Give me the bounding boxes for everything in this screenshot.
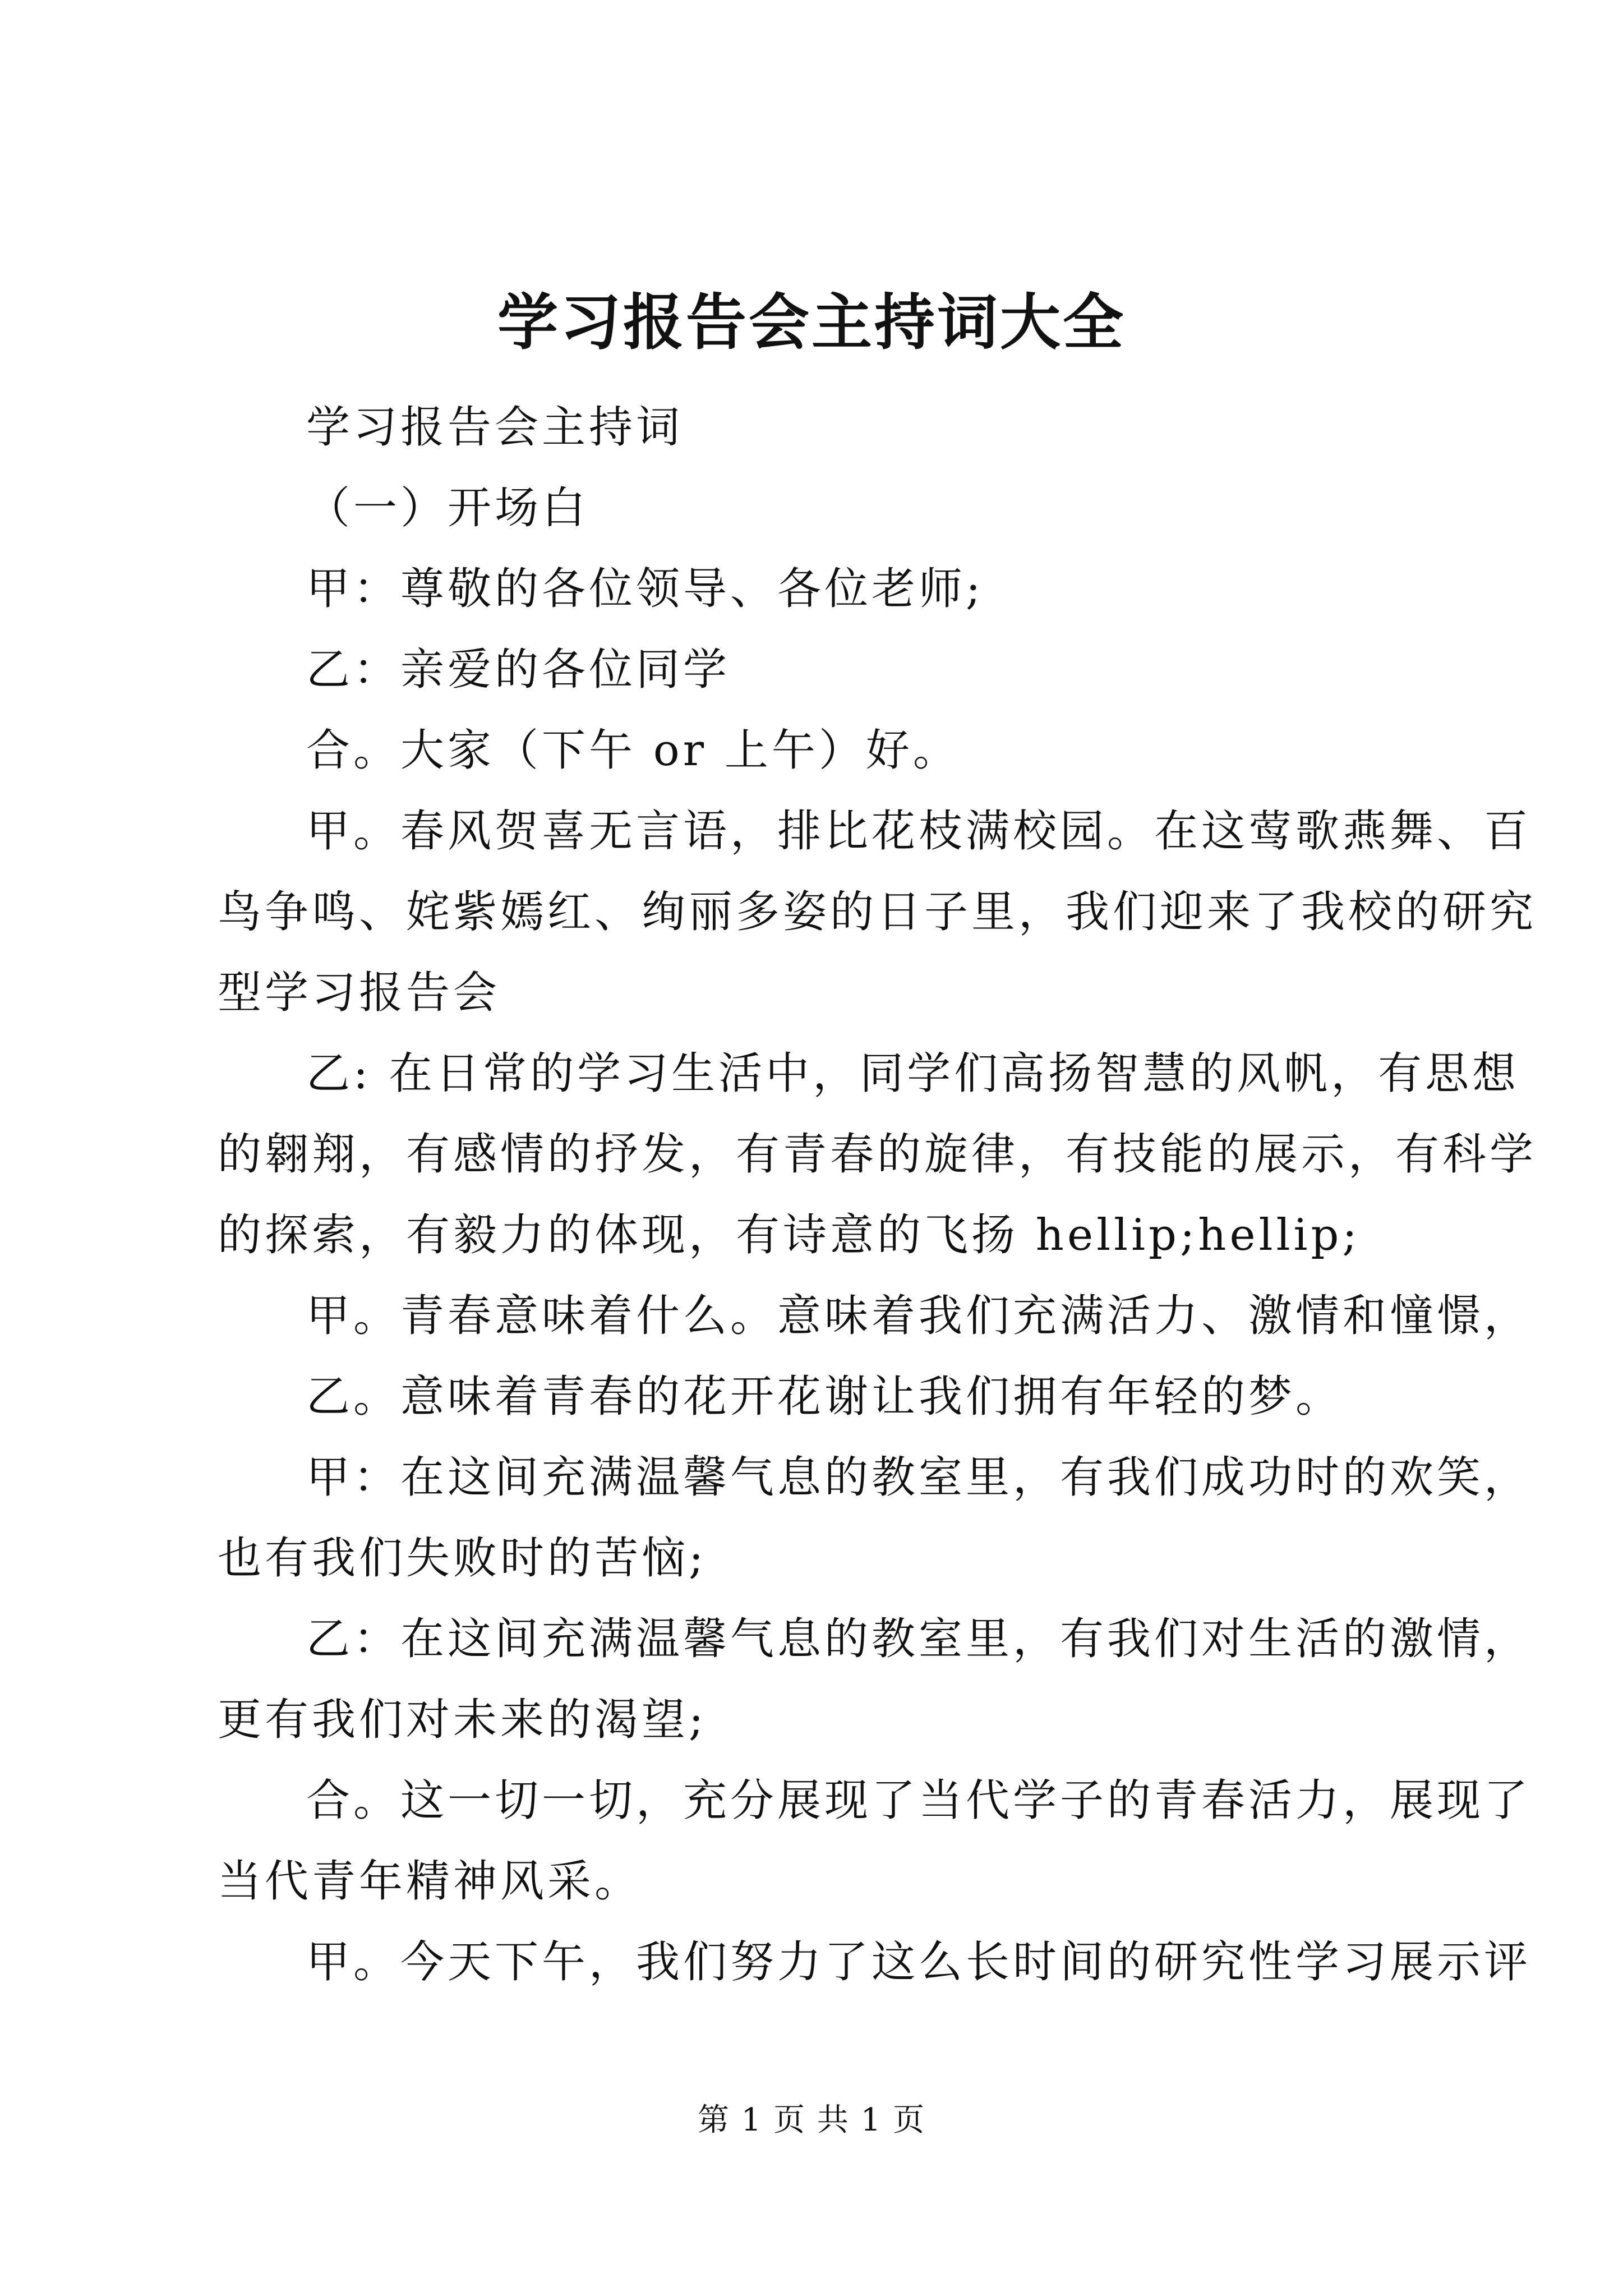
body-line: 鸟争鸣、姹紫嫣红、绚丽多姿的日子里，我们迎来了我校的研究 [218,887,1537,937]
body-line: 的翱翔，有感情的抒发，有青春的旋律，有技能的展示，有科学 [218,1129,1537,1180]
body-line: （一）开场白 [306,483,589,533]
body-line: 乙: 在日常的学习生活中，同学们高扬智慧的风帆，有思想 [306,1048,1520,1099]
body-line: 合。大家（下午 or 上午）好。 [306,725,960,776]
body-line: 甲。春风贺喜无言语，排比花枝满校园。在这莺歌燕舞、百 [306,806,1532,857]
page-number-footer: 第 1 页 共 1 页 [697,2102,926,2138]
body-line: 更有我们对未来的渴望; [218,1695,707,1745]
body-line: 甲。今天下午，我们努力了这么长时间的研究性学习展示评 [306,1937,1532,1987]
body-line: 学习报告会主持词 [306,402,684,453]
body-line: 乙：在这间充满温馨气息的教室里，有我们对生活的激情， [306,1614,1532,1664]
body-line: 甲：尊敬的各位领导、各位老师; [306,564,984,614]
body-line: 合。这一切一切，充分展现了当代学子的青春活力，展现了 [306,1775,1532,1826]
body-line: 甲。青春意味着什么。意味着我们充满活力、激情和憧憬， [306,1291,1532,1341]
body-line: 的探索，有毅力的体现，有诗意的飞扬 hellip;hellip; [218,1210,1361,1260]
document-body [218,387,1537,2003]
body-line: 甲：在这间充满温馨气息的教室里，有我们成功时的欢笑， [306,1452,1532,1503]
body-line: 乙：亲爱的各位同学 [306,645,731,695]
body-line: 乙。意味着青春的花开花谢让我们拥有年轻的梦。 [306,1372,1343,1422]
body-line: 当代青年精神风采。 [218,1856,642,1907]
body-line: 型学习报告会 [218,968,501,1018]
body-line: 也有我们失败时的苦恼; [218,1533,707,1584]
document-title: 学习报告会主持词大全 [497,287,1126,358]
